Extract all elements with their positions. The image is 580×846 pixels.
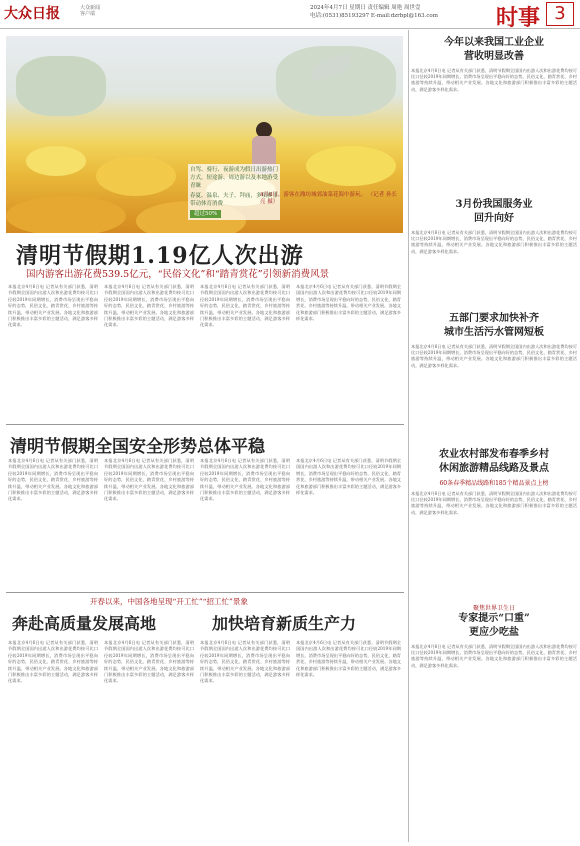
divider — [6, 424, 404, 425]
right-story-4-body: 本报北京4月6日电 记者从有关部门获悉，清明节假期全国国内出游人次和出游花费均按可比口径较2019年同期增长，消费市场呈现出平稳向好的态势，民俗文化、踏青赏花、乡村旅游等持续升温，带动相关产业发展。各地文化和旅游部门积极推出丰富多彩的主题活动，满足游客多样化需求。 — [411, 491, 577, 515]
bottom-kicker: 开春以来，中国各地呈现“开工忙”“招工忙”景象 — [90, 597, 248, 606]
contact-line: 电话:(0531)85193297 E-mail:dzrbpl@163.com — [310, 13, 438, 19]
right-story-5-body: 本报北京4月6日电 记者从有关部门获悉，清明节假期全国国内出游人次和出游花费均按可比口径较2019年同期增长，消费市场呈现出平稳向好的态势，民俗文化、踏青赏花、乡村旅游等持续升温，带动相关产业发展。各地文化和旅游部门积极推出丰富多彩的主题活动，满足游客多样化需求。 — [411, 644, 577, 668]
right-story-4-title: 农业农村部发布春季乡村 休闲旅游精品线路及景点 — [439, 449, 549, 474]
newspaper-logo: 大众日报 — [4, 6, 60, 22]
bottom-headline-right: 加快培育新质生产力 — [212, 614, 357, 633]
right-story-4-subtitle: 60条春季精品线路和185个精品景点上榜 — [439, 480, 549, 487]
lead-body-col-1: 本报北京4月6日电 记者从有关部门获悉，清明节假期全国国内出游人次和出游花费均按可比口径较2019年同期增长，消费市场呈现出平稳向好的态势，民俗文化、踏青赏花、乡村旅游等持续升温，带动相关产业发展。各地文化和旅游部门积极推出丰富多彩的主题活动，满足游客多样化需求。 — [8, 284, 98, 328]
bottom-body-col-1: 本报北京4月6日电 记者从有关部门获悉，清明节假期全国国内出游人次和出游花费均按可比口径较2019年同期增长，消费市场呈现出平稳向好的态势，民俗文化、踏青赏花、乡村旅游等持续升温，带动相关产业发展。各地文化和旅游部门积极推出丰富多彩的主题活动，满足游客多样化需求。 — [8, 640, 98, 684]
second-body-col-2: 本报北京4月6日电 记者从有关部门获悉，清明节假期全国国内出游人次和出游花费均按可比口径较2019年同期增长，消费市场呈现出平稳向好的态势，民俗文化、踏青赏花、乡村旅游等持续升温，带动相关产业发展。各地文化和旅游部门积极推出丰富多彩的主题活动，满足游客多样化需求。 — [104, 458, 194, 502]
right-story-5-title: 专家提示“口重” 更应少吃盐 — [458, 613, 530, 638]
section-title: 时事 — [496, 6, 541, 31]
bottom-body-col-3: 本报北京4月6日电 记者从有关部门获悉，清明节假期全国国内出游人次和出游花费均按可比口径较2019年同期增长，消费市场呈现出平稳向好的态势，民俗文化、踏青赏花、乡村旅游等持续升温，带动相关产业发展。各地文化和旅游部门积极推出丰富多彩的主题活动，满足游客多样化需求。 — [200, 640, 290, 684]
lead-body-col-3: 本报北京4月6日电 记者从有关部门获悉，清明节假期全国国内出游人次和出游花费均按可比口径较2019年同期增长，消费市场呈现出平稳向好的态势，民俗文化、踏青赏花、乡村旅游等持续升温，带动相关产业发展。各地文化和旅游部门积极推出丰富多彩的主题活动，满足游客多样化需求。 — [200, 284, 290, 328]
masthead — [0, 0, 580, 29]
bottom-headline-left: 奔赴高质量发展高地 — [12, 614, 157, 633]
lead-body-col-2: 本报北京4月6日电 记者从有关部门获悉，清明节假期全国国内出游人次和出游花费均按可比口径较2019年同期增长，消费市场呈现出平稳向好的态势，民俗文化、踏青赏花、乡村旅游等持续升温，带动相关产业发展。各地文化和旅游部门积极推出丰富多彩的主题活动，满足游客多样化需求。 — [104, 284, 194, 328]
divider — [6, 592, 404, 593]
header-meta — [310, 4, 480, 20]
right-column — [408, 30, 580, 842]
bottom-body-col-2: 本报北京4月6日电 记者从有关部门获悉，清明节假期全国国内出游人次和出游花费均按可比口径较2019年同期增长，消费市场呈现出平稳向好的态势，民俗文化、踏青赏花、乡村旅游等持续升温，带动相关产业发展。各地文化和旅游部门积极推出丰富多彩的主题活动，满足游客多样化需求。 — [104, 640, 194, 684]
second-headline: 清明节假期全国安全形势总体平稳 — [10, 437, 265, 457]
lead-body-col-4: 本报北京4月6日电 记者从有关部门获悉，清明节假期全国国内出游人次和出游花费均按可比口径较2019年同期增长，消费市场呈现出平稳向好的态势，民俗文化、踏青赏花、乡村旅游等持续升温，带动相关产业发展。各地文化和旅游部门积极推出丰富多彩的主题活动，满足游客多样化需求。 — [296, 284, 401, 322]
right-story-1-body: 本报北京4月6日电 记者从有关部门获悉，清明节假期全国国内出游人次和出游花费均按可比口径较2019年同期增长，消费市场呈现出平稳向好的态势，民俗文化、踏青赏花、乡村旅游等持续升温，带动相关产业发展。各地文化和旅游部门积极推出丰富多彩的主题活动，满足游客多样化需求。 — [411, 68, 577, 92]
right-story-5-kicker: 聚焦世界卫生日 — [472, 605, 515, 612]
right-story-3-title: 五部门要求加快补齐 城市生活污水管网短板 — [444, 313, 544, 338]
right-story-1-title: 今年以来我国工业企业 营收明显改善 — [444, 37, 544, 62]
second-body-col-4: 本报北京4月6日电 记者从有关部门获悉，清明节假期全国国内出游人次和出游花费均按可比口径较2019年同期增长，消费市场呈现出平稳向好的态势，民俗文化、踏青赏花、乡村旅游等持续升温，带动相关产业发展。各地文化和旅游部门积极推出丰富多彩的主题活动，满足游客多样化需求。 — [296, 458, 401, 496]
date-line: 2024年4月7日 星期日 责任编辑 周艳 周世壹 — [310, 5, 421, 11]
second-body-col-1: 本报北京4月6日电 记者从有关部门获悉，清明节假期全国国内出游人次和出游花费均按可比口径较2019年同期增长，消费市场呈现出平稳向好的态势，民俗文化、踏青赏花、乡村旅游等持续升温，带动相关产业发展。各地文化和旅游部门积极推出丰富多彩的主题活动，满足游客多样化需求。 — [8, 458, 98, 502]
right-story-2-title: 3月份我国服务业 回升向好 — [455, 199, 533, 224]
page-number: 3 — [546, 2, 574, 26]
lead-headline: 清明节假期1.19亿人次出游 — [16, 243, 304, 269]
bottom-body-col-4: 本报北京4月6日电 记者从有关部门获悉，清明节假期全国国内出游人次和出游花费均按可比口径较2019年同期增长，消费市场呈现出平稳向好的态势，民俗文化、踏青赏花、乡村旅游等持续升温，带动相关产业发展。各地文化和旅游部门积极推出丰富多彩的主题活动，满足游客多样化需求。 — [296, 640, 401, 678]
right-story-3-body: 本报北京4月6日电 记者从有关部门获悉，清明节假期全国国内出游人次和出游花费均按可比口径较2019年同期增长，消费市场呈现出平稳向好的态势，民俗文化、踏青赏花、乡村旅游等持续升温，带动相关产业发展。各地文化和旅游部门积极推出丰富多彩的主题活动，满足游客多样化需求。 — [411, 344, 577, 368]
photo-overlay-text: 自驾、骑行、夜游成为假日出游热门方式，短途游、周边游以及本地游受青睐 春夏、温泉、夫子、拜庙，多项赛事带动体育消费 超过50% — [188, 164, 280, 220]
second-body-col-3: 本报北京4月6日电 记者从有关部门获悉，清明节假期全国国内出游人次和出游花费均按可比口径较2019年同期增长，消费市场呈现出平稳向好的态势，民俗文化、踏青赏花、乡村旅游等持续升温，带动相关产业发展。各地文化和旅游部门积极推出丰富多彩的主题活动，满足游客多样化需求。 — [200, 458, 290, 502]
right-story-2-body: 本报北京4月6日电 记者从有关部门获悉，清明节假期全国国内出游人次和出游花费均按可比口径较2019年同期增长，消费市场呈现出平稳向好的态势，民俗文化、踏青赏花、乡村旅游等持续升温，带动相关产业发展。各地文化和旅游部门积极推出丰富多彩的主题活动，满足游客多样化需求。 — [411, 230, 577, 254]
logo-subtitle: 大众新闻 客户端 — [80, 5, 101, 17]
photo-caption: 4月6日，游客在潍坊城郊油菜花海中游玩。 （记者 孙长亮 摄） — [260, 192, 397, 205]
lead-subhead: 国内游客出游花费539.5亿元，“民俗文化”和“踏青赏花”引领新消费风景 — [26, 269, 330, 280]
